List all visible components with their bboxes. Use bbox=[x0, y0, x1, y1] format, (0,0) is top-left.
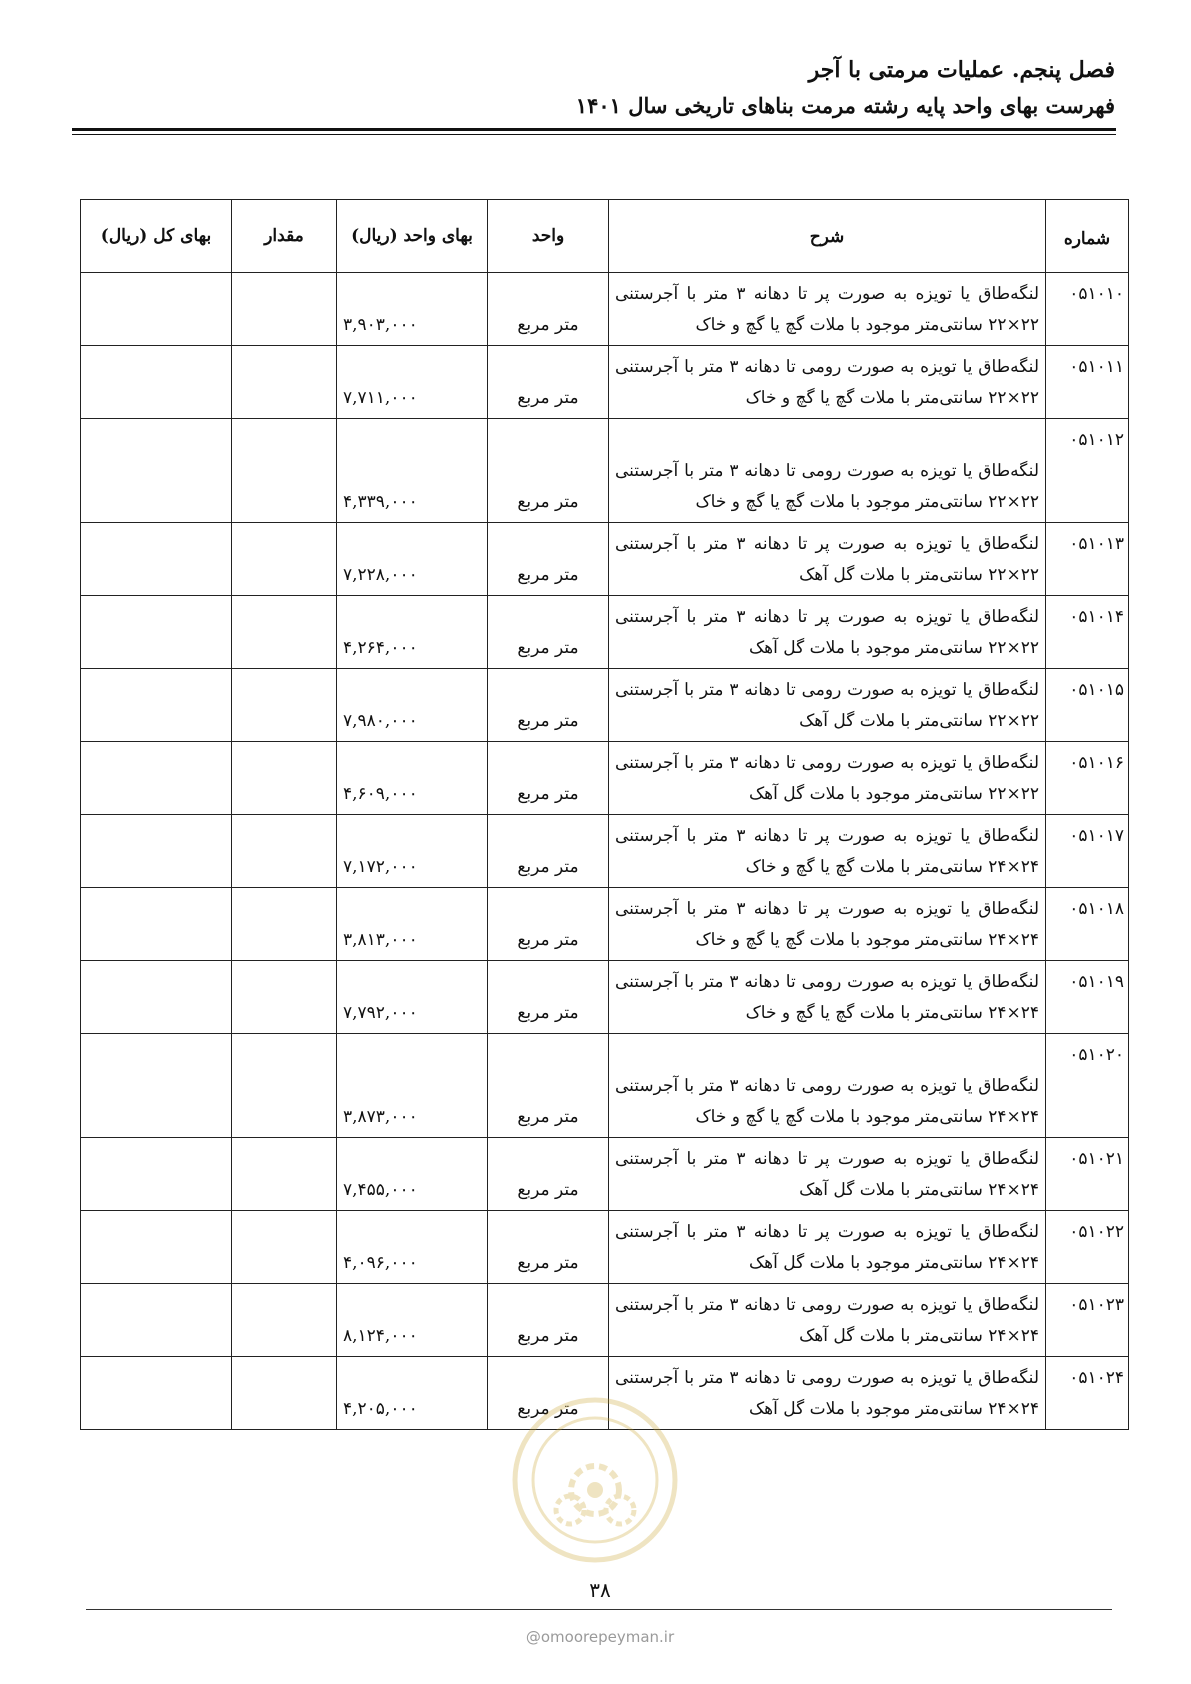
item-description: لنگه‌طاق یا تویزه به صورت پر تا دهانه ۳ متر با آجرستنی ۲۲×۲۲ سانتی‌متر موجود با ملات گل آهک bbox=[609, 596, 1046, 669]
table-row bbox=[81, 888, 1129, 961]
item-unit: متر مربع bbox=[488, 1211, 609, 1284]
item-code: ۰۵۱۰۱۴ bbox=[1046, 596, 1129, 669]
table-row bbox=[81, 346, 1129, 419]
item-unit: متر مربع bbox=[488, 815, 609, 888]
item-quantity bbox=[232, 419, 337, 523]
item-code: ۰۵۱۰۲۴ bbox=[1046, 1357, 1129, 1430]
item-unit-price: ۷,۷۹۲,۰۰۰ bbox=[337, 961, 488, 1034]
item-description: لنگه‌طاق یا تویزه به صورت رومی تا دهانه ۳ متر با آجرستنی ۲۴×۲۴ سانتی‌متر با ملات گل آهک bbox=[609, 1284, 1046, 1357]
header-quantity: مقدار bbox=[232, 200, 337, 273]
header-total-price: بهای کل (ریال) bbox=[81, 200, 232, 273]
site-watermark: @omoorepeyman.ir bbox=[525, 1628, 675, 1646]
item-code: ۰۵۱۰۲۰ bbox=[1046, 1034, 1129, 1138]
item-unit-price: ۸,۱۲۴,۰۰۰ bbox=[337, 1284, 488, 1357]
item-unit: متر مربع bbox=[488, 1034, 609, 1138]
header-code: شماره bbox=[1046, 200, 1129, 273]
table-row bbox=[81, 1034, 1129, 1138]
item-unit: متر مربع bbox=[488, 961, 609, 1034]
table-row bbox=[81, 419, 1129, 523]
item-unit: متر مربع bbox=[488, 1357, 609, 1430]
item-unit-price: ۳,۸۱۳,۰۰۰ bbox=[337, 888, 488, 961]
table-row bbox=[81, 961, 1129, 1034]
table-row bbox=[81, 1357, 1129, 1430]
item-code: ۰۵۱۰۱۰ bbox=[1046, 273, 1129, 346]
item-total-price bbox=[81, 1284, 232, 1357]
item-total-price bbox=[81, 419, 232, 523]
item-unit: متر مربع bbox=[488, 669, 609, 742]
item-unit: متر مربع bbox=[488, 888, 609, 961]
item-total-price bbox=[81, 523, 232, 596]
item-unit-price: ۴,۲۰۵,۰۰۰ bbox=[337, 1357, 488, 1430]
item-code: ۰۵۱۰۱۹ bbox=[1046, 961, 1129, 1034]
item-quantity bbox=[232, 596, 337, 669]
item-quantity bbox=[232, 1357, 337, 1430]
table-body bbox=[81, 273, 1129, 1430]
item-description: لنگه‌طاق یا تویزه به صورت پر تا دهانه ۳ متر با آجرستنی ۲۴×۲۴ سانتی‌متر با ملات گل آهک bbox=[609, 1138, 1046, 1211]
item-quantity bbox=[232, 742, 337, 815]
table-row bbox=[81, 669, 1129, 742]
table-row bbox=[81, 1138, 1129, 1211]
header-unit-price: بهای واحد (ریال) bbox=[337, 200, 488, 273]
item-description: لنگه‌طاق یا تویزه به صورت پر تا دهانه ۳ متر با آجرستنی ۲۲×۲۲ سانتی‌متر با ملات گل آهک bbox=[609, 523, 1046, 596]
item-code: ۰۵۱۰۲۱ bbox=[1046, 1138, 1129, 1211]
item-description: لنگه‌طاق یا تویزه به صورت رومی تا دهانه ۳ متر با آجرستنی ۲۲×۲۲ سانتی‌متر با ملات گل آهک bbox=[609, 669, 1046, 742]
item-quantity bbox=[232, 523, 337, 596]
item-unit-price: ۷,۲۲۸,۰۰۰ bbox=[337, 523, 488, 596]
item-unit-price: ۴,۶۰۹,۰۰۰ bbox=[337, 742, 488, 815]
table-row bbox=[81, 1211, 1129, 1284]
item-code: ۰۵۱۰۱۱ bbox=[1046, 346, 1129, 419]
table-row bbox=[81, 273, 1129, 346]
table-row bbox=[81, 596, 1129, 669]
item-unit: متر مربع bbox=[488, 596, 609, 669]
item-description: لنگه‌طاق یا تویزه به صورت پر تا دهانه ۳ متر با آجرستنی ۲۴×۲۴ سانتی‌متر موجود با ملات گچ یا گچ و خاک bbox=[609, 888, 1046, 961]
item-description: لنگه‌طاق یا تویزه به صورت پر تا دهانه ۳ متر با آجرستنی ۲۴×۲۴ سانتی‌متر موجود با ملات گل آهک bbox=[609, 1211, 1046, 1284]
item-total-price bbox=[81, 1357, 232, 1430]
item-description: لنگه‌طاق یا تویزه به صورت پر تا دهانه ۳ متر با آجرستنی ۲۲×۲۲ سانتی‌متر موجود با ملات گچ یا گچ و خاک bbox=[609, 273, 1046, 346]
table-row bbox=[81, 1284, 1129, 1357]
header-divider bbox=[72, 128, 1116, 135]
item-unit-price: ۷,۴۵۵,۰۰۰ bbox=[337, 1138, 488, 1211]
item-total-price bbox=[81, 669, 232, 742]
item-description: لنگه‌طاق یا تویزه به صورت رومی تا دهانه ۳ متر با آجرستنی ۲۴×۲۴ سانتی‌متر با ملات گچ یا گچ و خاک bbox=[609, 961, 1046, 1034]
item-total-price bbox=[81, 888, 232, 961]
item-quantity bbox=[232, 1211, 337, 1284]
item-code: ۰۵۱۰۱۷ bbox=[1046, 815, 1129, 888]
footer-divider bbox=[86, 1609, 1112, 1610]
item-quantity bbox=[232, 888, 337, 961]
item-unit-price: ۷,۷۱۱,۰۰۰ bbox=[337, 346, 488, 419]
item-total-price bbox=[81, 346, 232, 419]
item-quantity bbox=[232, 1034, 337, 1138]
item-description: لنگه‌طاق یا تویزه به صورت رومی تا دهانه ۳ متر با آجرستنی ۲۲×۲۲ سانتی‌متر موجود با ملات گل آهک bbox=[609, 742, 1046, 815]
item-total-price bbox=[81, 961, 232, 1034]
header-description: شرح bbox=[609, 200, 1046, 273]
item-quantity bbox=[232, 815, 337, 888]
item-code: ۰۵۱۰۲۲ bbox=[1046, 1211, 1129, 1284]
item-unit: متر مربع bbox=[488, 1284, 609, 1357]
item-quantity bbox=[232, 346, 337, 419]
item-unit-price: ۷,۱۷۲,۰۰۰ bbox=[337, 815, 488, 888]
item-unit: متر مربع bbox=[488, 419, 609, 523]
item-unit-price: ۷,۹۸۰,۰۰۰ bbox=[337, 669, 488, 742]
item-unit-price: ۳,۸۷۳,۰۰۰ bbox=[337, 1034, 488, 1138]
item-quantity bbox=[232, 1138, 337, 1211]
item-description: لنگه‌طاق یا تویزه به صورت رومی تا دهانه ۳ متر با آجرستنی ۲۴×۲۴ سانتی‌متر موجود با ملات گچ یا گچ و خاک bbox=[609, 1034, 1046, 1138]
item-code: ۰۵۱۰۲۳ bbox=[1046, 1284, 1129, 1357]
item-unit-price: ۴,۰۹۶,۰۰۰ bbox=[337, 1211, 488, 1284]
item-quantity bbox=[232, 1284, 337, 1357]
item-unit-price: ۴,۲۶۴,۰۰۰ bbox=[337, 596, 488, 669]
item-unit: متر مربع bbox=[488, 742, 609, 815]
page-number: ۳۸ bbox=[589, 1578, 611, 1602]
page-header bbox=[75, 52, 1115, 124]
item-quantity bbox=[232, 669, 337, 742]
price-list-table bbox=[80, 199, 1129, 1430]
chapter-title: فصل پنجم. عملیات مرمتی با آجر bbox=[808, 57, 1115, 83]
item-total-price bbox=[81, 1138, 232, 1211]
item-quantity bbox=[232, 273, 337, 346]
item-description: لنگه‌طاق یا تویزه به صورت پر تا دهانه ۳ متر با آجرستنی ۲۴×۲۴ سانتی‌متر با ملات گچ یا گچ و خاک bbox=[609, 815, 1046, 888]
item-code: ۰۵۱۰۱۲ bbox=[1046, 419, 1129, 523]
item-total-price bbox=[81, 273, 232, 346]
item-unit-price: ۴,۳۳۹,۰۰۰ bbox=[337, 419, 488, 523]
item-unit: متر مربع bbox=[488, 523, 609, 596]
item-unit: متر مربع bbox=[488, 273, 609, 346]
item-total-price bbox=[81, 742, 232, 815]
item-total-price bbox=[81, 815, 232, 888]
item-unit: متر مربع bbox=[488, 1138, 609, 1211]
item-quantity bbox=[232, 961, 337, 1034]
item-code: ۰۵۱۰۱۵ bbox=[1046, 669, 1129, 742]
item-total-price bbox=[81, 1034, 232, 1138]
header-unit: واحد bbox=[488, 200, 609, 273]
item-code: ۰۵۱۰۱۳ bbox=[1046, 523, 1129, 596]
item-description: لنگه‌طاق یا تویزه به صورت رومی تا دهانه ۳ متر با آجرستنی ۲۲×۲۲ سانتی‌متر با ملات گچ یا گچ و خاک bbox=[609, 346, 1046, 419]
table-row bbox=[81, 523, 1129, 596]
item-code: ۰۵۱۰۱۶ bbox=[1046, 742, 1129, 815]
document-title: فهرست بهای واحد پایه رشته مرمت بناهای تاریخی سال ۱۴۰۱ bbox=[575, 93, 1115, 118]
item-total-price bbox=[81, 596, 232, 669]
item-description: لنگه‌طاق یا تویزه به صورت رومی تا دهانه ۳ متر با آجرستنی ۲۴×۲۴ سانتی‌متر موجود با ملات گل آهک bbox=[609, 1357, 1046, 1430]
table-header-row bbox=[81, 200, 1129, 273]
item-unit: متر مربع bbox=[488, 346, 609, 419]
table-row bbox=[81, 742, 1129, 815]
item-code: ۰۵۱۰۱۸ bbox=[1046, 888, 1129, 961]
item-unit-price: ۳,۹۰۳,۰۰۰ bbox=[337, 273, 488, 346]
table-row bbox=[81, 815, 1129, 888]
item-description: لنگه‌طاق یا تویزه به صورت رومی تا دهانه ۳ متر با آجرستنی ۲۲×۲۲ سانتی‌متر موجود با ملات گچ یا گچ و خاک bbox=[609, 419, 1046, 523]
item-total-price bbox=[81, 1211, 232, 1284]
